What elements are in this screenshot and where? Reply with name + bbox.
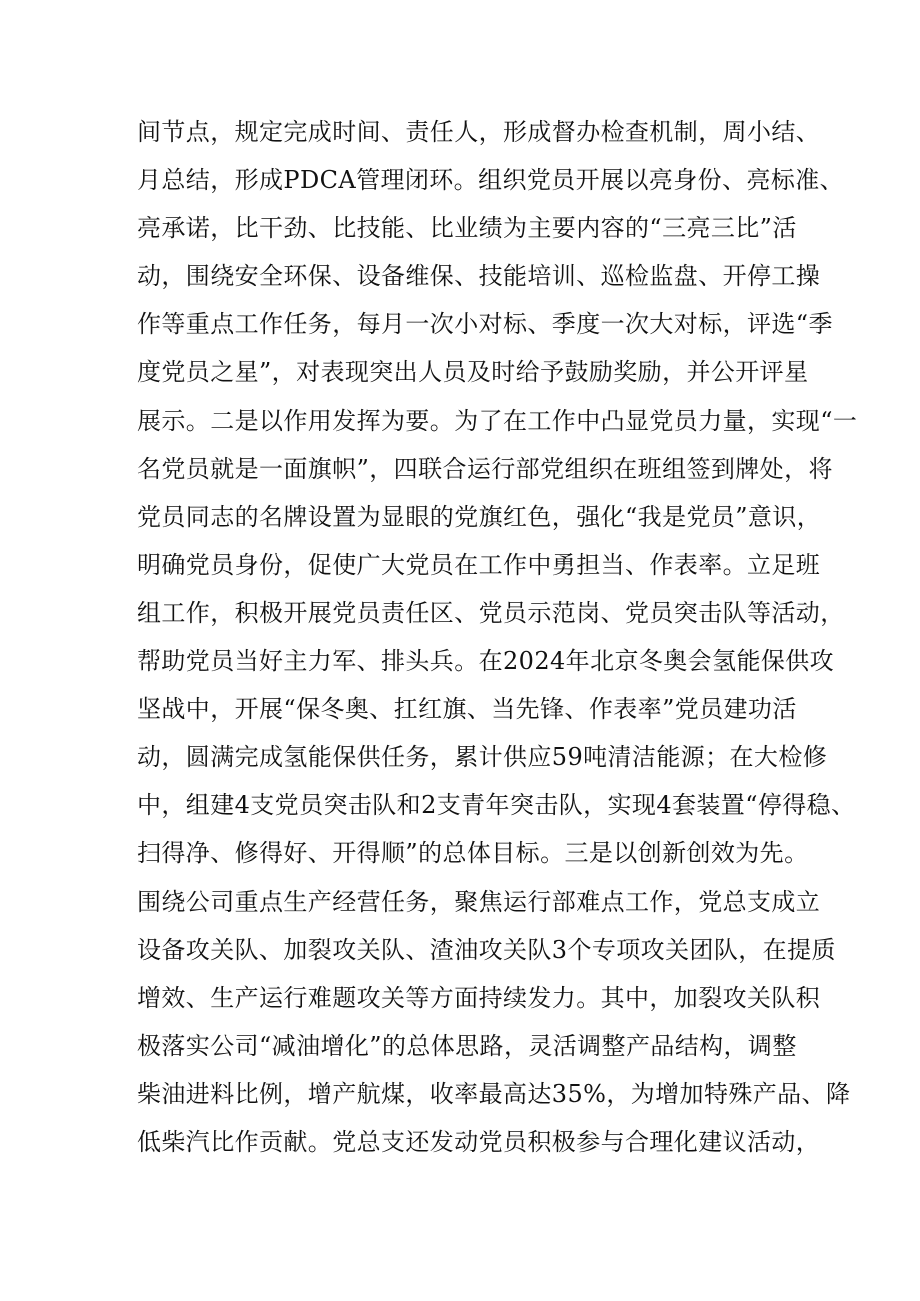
- body-paragraph: [137, 108, 858, 1166]
- text-line-8: 名党员就是一面旗帜”，四联合运行部党组织在班组签到牌处，将: [137, 454, 833, 483]
- text-line-22: 低柴汽比作贡献。党总支还发动党员积极参与合理化建议活动，: [137, 1127, 821, 1156]
- text-line-18: 设备攻关队、加裂攻关队、渣油攻关队3个专项攻关团队，在提质: [137, 935, 836, 964]
- text-line-20: 极落实公司“减油增化”的总体思路，灵活调整产品结构，调整: [137, 1031, 797, 1060]
- text-line-19: 增效、生产运行难题攻关等方面持续发力。其中，加裂攻关队积: [137, 983, 821, 1012]
- text-line-1: 间节点，规定完成时间、责任人，形成督办检查机制，周小结、: [137, 118, 821, 146]
- text-line-9: 党员同志的名牌设置为显眼的党旗红色，强化“我是党员”意识，: [137, 502, 822, 531]
- text-line-21: 柴油进料比例，增产航煤，收率最高达35%，为增加特殊产品、降: [137, 1079, 851, 1108]
- text-line-3: 亮承诺，比干劲、比技能、比业绩为主要内容的“三亮三比”活: [137, 214, 797, 243]
- text-line-2: 月总结，形成PDCA管理闭环。组织党员开展以亮身份、亮标准、: [137, 166, 845, 195]
- text-line-17: 围绕公司重点生产经营任务，聚焦运行部难点工作，党总支成立: [137, 887, 821, 916]
- text-line-5: 作等重点工作任务，每月一次小对标、季度一次大对标，评选“季: [137, 310, 833, 339]
- text-line-10: 明确党员身份，促使广大党员在工作中勇担当、作表率。立足班: [137, 550, 821, 579]
- text-line-4: 动，围绕安全环保、设备维保、技能培训、巡检监盘、开停工操: [137, 262, 821, 291]
- text-line-7: 展示。二是以作用发挥为要。为了在工作中凸显党员力量，实现“一: [137, 406, 858, 435]
- text-line-12: 帮助党员当好主力军、排头兵。在2024年北京冬奥会氢能保供攻: [137, 647, 835, 676]
- text-line-11: 组工作，积极开展党员责任区、党员示范岗、党员突击队等活动，: [137, 598, 845, 627]
- text-line-16: 扫得净、修得好、开得顺”的总体目标。三是以创新创效为先。: [137, 839, 809, 868]
- text-line-13: 坚战中，开展“保冬奥、扛红旗、当先锋、作表率”党员建功活: [137, 695, 797, 724]
- text-line-15: 中，组建4支党员突击队和2支青年突击队，实现4套装置“停得稳、: [137, 791, 856, 820]
- text-line-14: 动，圆满完成氢能保供任务，累计供应59吨清洁能源；在大检修: [137, 743, 828, 772]
- text-line-6: 度党员之星”，对表现突出人员及时给予鼓励奖励，并公开评星: [137, 358, 809, 387]
